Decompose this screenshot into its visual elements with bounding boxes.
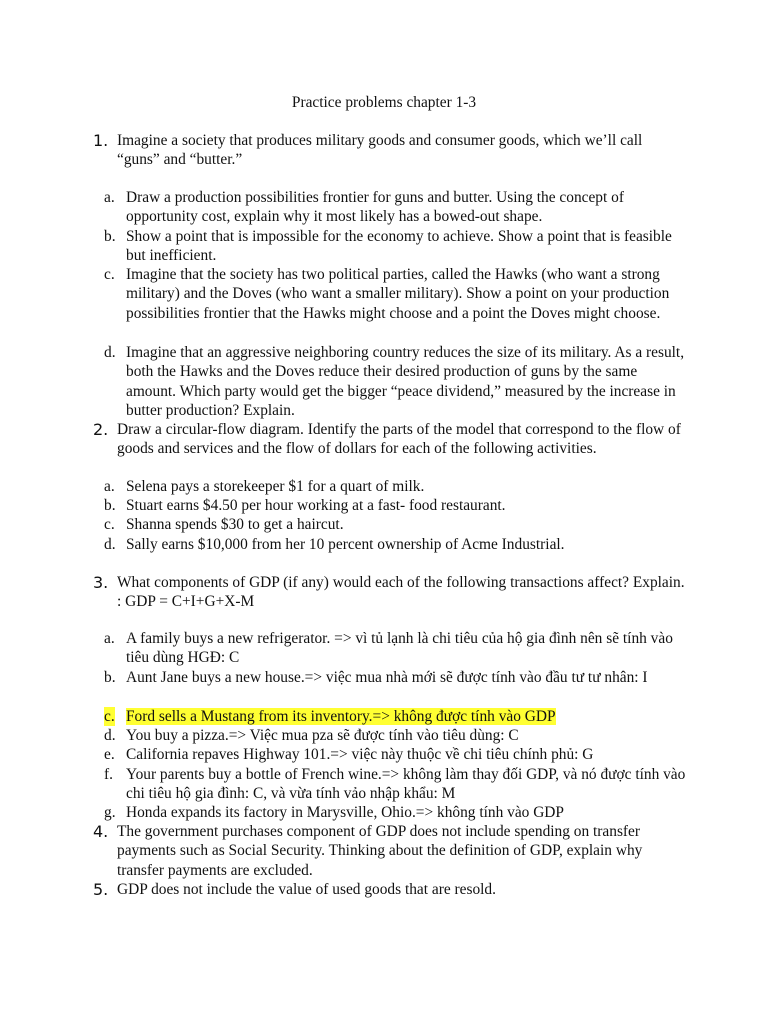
question-number: 5. (93, 880, 109, 899)
highlighted-item-text: Ford sells a Mustang from its inventory.=> không được tính vào GDP (126, 708, 556, 725)
item-letter: g. (104, 804, 116, 821)
question-1 (93, 131, 687, 170)
item-text: Selena pays a storekeeper $1 for a quart of milk. (126, 478, 425, 495)
question-3-item-d (104, 726, 686, 745)
item-letter: b. (104, 497, 116, 514)
item-text: Honda expands its factory in Marysville, Ohio.=> không tính vào GDP (126, 804, 564, 821)
question-2-item-d (104, 535, 686, 554)
question-number: 4. (93, 822, 109, 841)
question-text: Draw a circular-flow diagram. Identify the parts of the model that correspond to the flow of goods and services and the flow of dollars for each of the following activities. (117, 421, 681, 458)
item-letter: a. (104, 189, 115, 206)
question-2 (93, 420, 687, 459)
item-text: California repaves Highway 101.=> việc này thuộc về chi tiêu chính phủ: G (126, 746, 594, 763)
item-text: Imagine that the society has two political parties, called the Hawks (who want a strong military) and the Doves (who want a smaller military). Show a point on your production possibilities frontier that the Hawks might choose and a point the Doves might choose. (126, 266, 670, 322)
item-text-wrap (126, 707, 686, 726)
item-text: A family buys a new refrigerator. => vì tủ lạnh là chi tiêu của hộ gia đình nên sẽ tính vào tiêu dùng HGĐ: C (126, 630, 673, 667)
item-text: Stuart earns $4.50 per hour working at a fast- food restaurant. (126, 497, 506, 514)
question-text: Imagine a society that produces military goods and consumer goods, which we’ll call “guns” and “butter.” (117, 132, 643, 169)
item-text: You buy a pizza.=> Việc mua pza sẽ được tính vào tiêu dùng: C (126, 727, 519, 744)
item-letter: b. (104, 228, 116, 245)
item-letter: c. (104, 516, 115, 533)
item-letter: d. (104, 536, 116, 553)
item-text: Imagine that an aggressive neighboring country reduces the size of its military. As a result, both the Hawks and the Doves reduce their desired production of guns by the same amount. Which party would get the bigger “peace dividend,” measured by the increase in butter production? Explain. (126, 344, 685, 419)
item-letter: c. (104, 266, 115, 283)
question-number: 3. (93, 573, 109, 592)
page-title: Practice problems chapter 1-3 (291, 94, 477, 111)
item-letter: c. (104, 708, 115, 725)
question-3-item-e (104, 745, 686, 764)
item-text: Shanna spends $30 to get a haircut. (126, 516, 344, 533)
item-letter: e. (104, 746, 115, 763)
item-letter: d. (104, 344, 116, 361)
question-text: What components of GDP (if any) would each of the following transactions affect? Explain. : GDP = C+I+G+X-M (117, 574, 685, 611)
item-text: Draw a production possibilities frontier for guns and butter. Using the concept of opportunity cost, explain why it most likely has a bowed-out shape. (126, 189, 624, 226)
item-text: Show a point that is impossible for the economy to achieve. Show a point that is feasible but inefficient. (126, 228, 672, 265)
question-1-item-a (104, 188, 686, 227)
question-3-item-b (104, 668, 686, 687)
question-3-item-g (104, 803, 686, 822)
question-1-item-b (104, 227, 686, 266)
question-3-item-f (104, 765, 686, 804)
question-3 (93, 573, 687, 612)
question-1-item-d (104, 343, 686, 420)
question-text: The government purchases component of GDP does not include spending on transfer payments such as Social Security. Thinking about the definition of GDP, explain why transfer payments are excluded. (117, 823, 643, 879)
question-number: 1. (93, 131, 109, 150)
question-number: 2. (93, 420, 109, 439)
item-letter: a. (104, 630, 115, 647)
item-letter: b. (104, 669, 116, 686)
question-text: GDP does not include the value of used goods that are resold. (117, 881, 496, 898)
item-letter: d. (104, 727, 116, 744)
item-letter: f. (104, 766, 113, 783)
question-4 (93, 822, 687, 880)
question-2-item-c (104, 515, 686, 534)
question-5 (93, 880, 687, 899)
question-2-item-a (104, 477, 686, 496)
question-3-item-a (104, 629, 686, 668)
item-letter: a. (104, 478, 115, 495)
item-text: Sally earns $10,000 from her 10 percent ownership of Acme Industrial. (126, 536, 565, 553)
item-text: Your parents buy a bottle of French wine.=> không làm thay đối GDP, và nó được tính vào chi tiêu hộ gia đình: C, và vừa tính vảo nhập khẩu: M (126, 766, 686, 803)
question-2-item-b (104, 496, 686, 515)
item-text: Aunt Jane buys a new house.=> việc mua nhà mới sẽ được tính vào đầu tư tư nhân: I (126, 669, 648, 686)
question-1-item-c (104, 265, 686, 323)
question-3-item-c (104, 707, 686, 726)
